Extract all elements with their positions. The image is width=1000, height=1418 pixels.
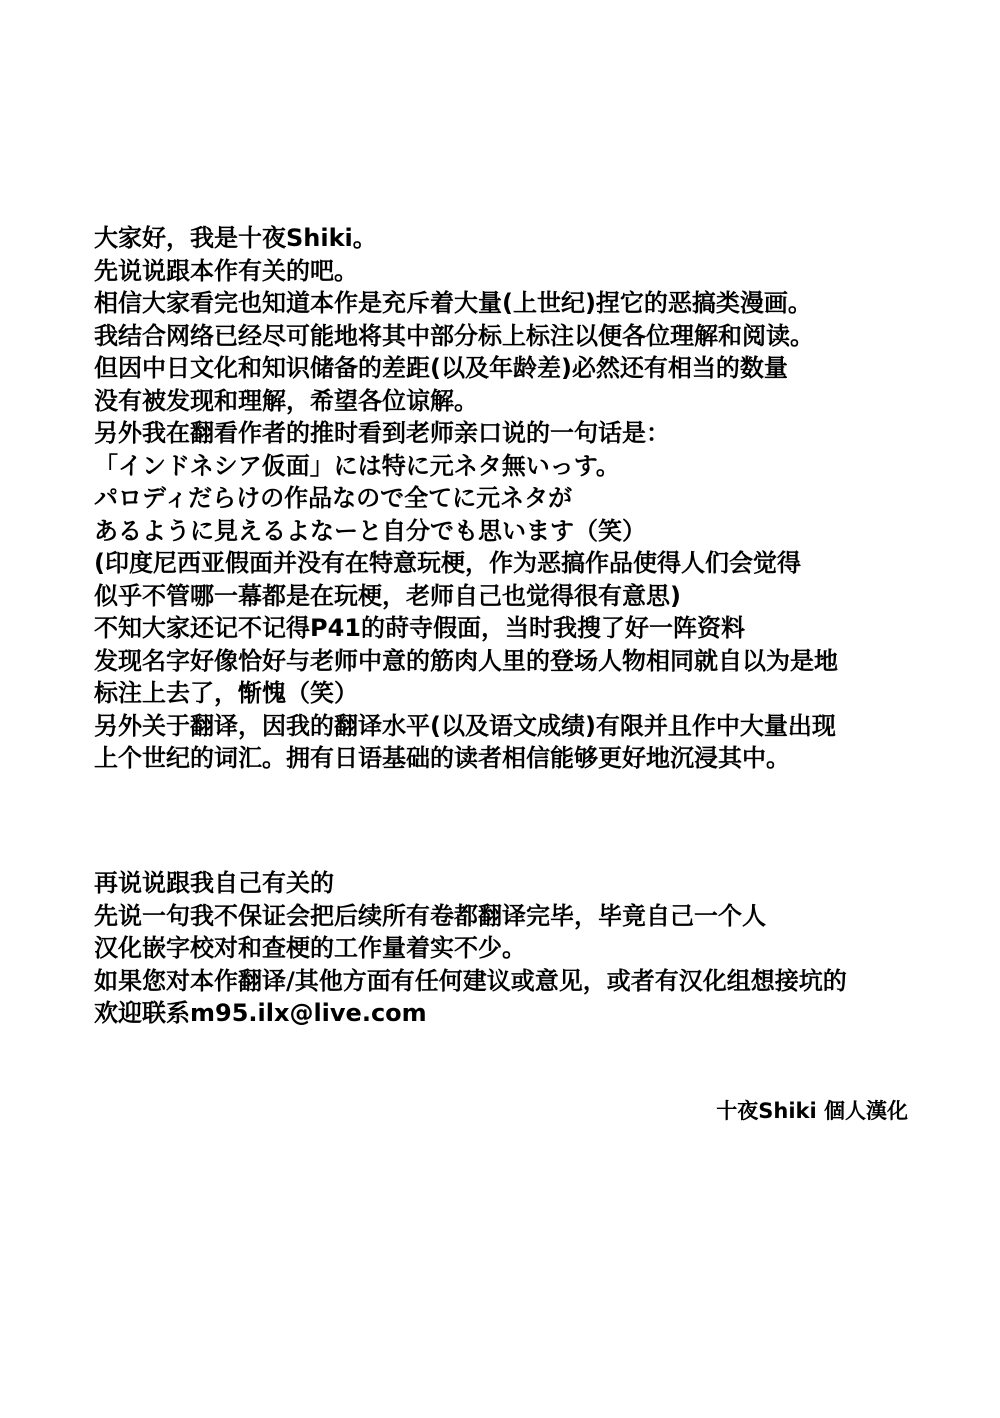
text-line: 上个世纪的词汇。拥有日语基础的读者相信能够更好地沉浸其中。 [94,744,790,772]
text-line: 先说一句我不保证会把后续所有卷都翻译完毕，毕竟自己一个人 [94,901,766,930]
text-line: 我结合网络已经尽可能地将其中部分标上标注以便各位理解和阅读。 [94,321,814,350]
text-line: 相信大家看完也知道本作是充斥着大量(上世纪)捏它的恶搞类漫画。 [94,289,812,317]
personal-section [94,867,934,1030]
text-line: 先说说跟本作有关的吧。 [94,256,358,285]
text-line: 再说说跟我自己有关的 [94,869,334,897]
text-line: 「インドネシア仮面」には特に元ネタ無いっす。 [94,451,620,480]
text-line: (印度尼西亚假面并没有在特意玩梗，作为恶搞作品使得人们会觉得 [94,549,801,577]
intro-section [94,222,934,775]
text-line: 不知大家还记不记得P41的莳寺假面，当时我搜了好一阵资料 [94,614,745,642]
text-line: 汉化嵌字校对和查梗的工作量着实不少。 [94,934,526,962]
text-line: パロディだらけの作品なので全てに元ネタが [94,484,573,512]
text-line: 没有被发现和理解，希望各位谅解。 [94,386,478,415]
text-line: 发现名字好像恰好与老师中意的筋肉人里的登场人物相同就自以为是地 [94,646,838,675]
text-line: 大家好，我是十夜Shiki。 [94,224,377,252]
text-line: 似乎不管哪一幕都是在玩梗，老师自己也觉得很有意思) [94,581,681,610]
text-line: 标注上去了，惭愧（笑） [94,679,358,707]
text-line: 欢迎联系m95.ilx@live.com [94,999,427,1027]
text-line: あるように見えるよなーと自分でも思います（笑） [94,516,646,545]
text-line: 另外我在翻看作者的推时看到老师亲口说的一句话是： [94,419,670,447]
translator-signature: 十夜Shiki 個人漢化 [716,1099,908,1123]
text-line: 如果您对本作翻译/其他方面有任何建议或意见，或者有汉化组想接坑的 [94,966,847,995]
text-line: 另外关于翻译，因我的翻译水平(以及语文成绩)有限并且作中大量出现 [94,711,836,740]
text-line: 但因中日文化和知识储备的差距(以及年龄差)必然还有相当的数量 [94,354,788,382]
